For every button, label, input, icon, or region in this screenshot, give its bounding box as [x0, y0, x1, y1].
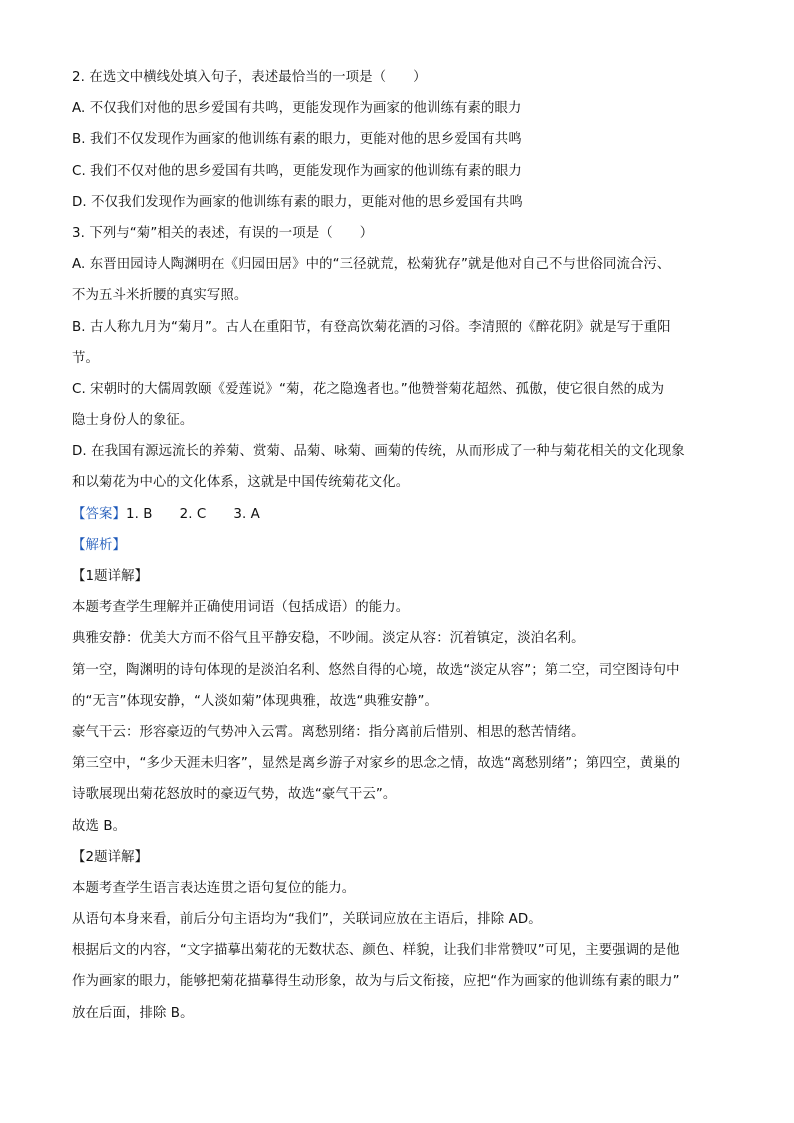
- question-3-option-a: A. 东晋田园诗人陶渊明在《归园田居》中的“三径就荒，松菊犹存”就是他对自己不与世俗同流合污、: [72, 257, 671, 273]
- detail-2-line: 作为画家的眼力，能够把菊花描摹得生动形象，故为与后文衔接，应把“作为画家的他训练有素的眼力”: [72, 974, 680, 990]
- question-2-option-c: C. 我们不仅对他的思乡爱国有共鸣，更能发现作为画家的他训练有素的眼力: [72, 163, 522, 179]
- question-3-option-b-cont: 节。: [72, 350, 99, 366]
- question-3-option-d: D. 在我国有源远流长的养菊、赏菊、品菊、咏菊、画菊的传统，从而形成了一种与菊花相关的文化现象: [72, 444, 685, 460]
- answer-text: 1. B 2. C 3. A: [125, 506, 260, 522]
- question-3-stem: 3. 下列与“菊”相关的表述，有误的一项是（ ）: [72, 225, 374, 241]
- question-3-option-d-cont: 和以菊花为中心的文化体系，这就是中国传统菊花文化。: [72, 475, 410, 491]
- detail-2-tag: 【2题详解】: [72, 849, 149, 865]
- question-3-option-b: B. 古人称九月为“菊月”。古人在重阳节，有登高饮菊花酒的习俗。李清照的《醉花阴》就是写于重阳: [72, 319, 671, 335]
- answer-tag: 【答案】: [72, 506, 126, 522]
- detail-1-line: 第三空中，“多少天涯未归客”，显然是离乡游子对家乡的思念之情，故选“离愁别绪”；第四空，黄巢的: [72, 756, 681, 772]
- question-2-option-d: D. 不仅我们发现作为画家的他训练有素的眼力，更能对他的思乡爱国有共鸣: [72, 194, 523, 210]
- question-3-option-c-cont: 隐士身份人的象征。: [72, 413, 194, 429]
- question-2-option-a: A. 不仅我们对他的思乡爱国有共鸣，更能发现作为画家的他训练有素的眼力: [72, 101, 522, 117]
- detail-1-tag: 【1题详解】: [72, 569, 149, 584]
- document-body: [72, 62, 732, 1029]
- question-2-option-b: B. 我们不仅发现作为画家的他训练有素的眼力，更能对他的思乡爱国有共鸣: [72, 132, 522, 148]
- detail-1-line: 第一空，陶渊明的诗句体现的是淡泊名利、悠然自得的心境，故选“淡定从容”；第二空，司空图诗句中: [72, 662, 680, 678]
- detail-1-line: 豪气干云：形容豪迈的气势冲入云霄。离愁别绪：指分离前后惜别、相思的愁苦情绪。: [72, 724, 585, 740]
- detail-1-line: 典雅安静：优美大方而不俗气且平静安稳，不吵闹。淡定从容：沉着镇定，淡泊名利。: [72, 631, 585, 647]
- detail-1-line: 的“无言”体现安静，“人淡如菊”体现典雅，故选“典雅安静”。: [72, 693, 438, 709]
- analysis-tag: 【解析】: [72, 537, 126, 553]
- question-2-stem: 2. 在选文中横线处填入句子，表述最恰当的一项是（ ）: [72, 70, 427, 85]
- detail-1-line: 本题考查学生理解并正确使用词语（包括成语）的能力。: [72, 600, 410, 616]
- detail-2-line: 本题考查学生语言表达连贯之语句复位的能力。: [72, 880, 356, 896]
- question-3-option-a-cont: 不为五斗米折腰的真实写照。: [72, 288, 248, 304]
- detail-2-line: 从语句本身来看，前后分句主语均为“我们”，关联词应放在主语后，排除 AD。: [72, 912, 542, 928]
- detail-2-line: 放在后面，排除 B。: [72, 1005, 194, 1021]
- question-3-option-c: C. 宋朝时的大儒周敦颐《爱莲说》“菊，花之隐逸者也。”他赞誉菊花超然、孤傲，使它很自然的成为: [72, 381, 665, 397]
- detail-1-line: 诗歌展现出菊花怒放时的豪迈气势，故选“豪气干云”。: [72, 787, 397, 803]
- detail-2-line: 根据后文的内容，“文字描摹出菊花的无数状态、颜色、样貌，让我们非常赞叹”可见，主要强调的是他: [72, 943, 680, 959]
- analysis-line: [72, 530, 732, 561]
- answer-line: [72, 499, 732, 530]
- detail-1-line: 故选 B。: [72, 818, 127, 834]
